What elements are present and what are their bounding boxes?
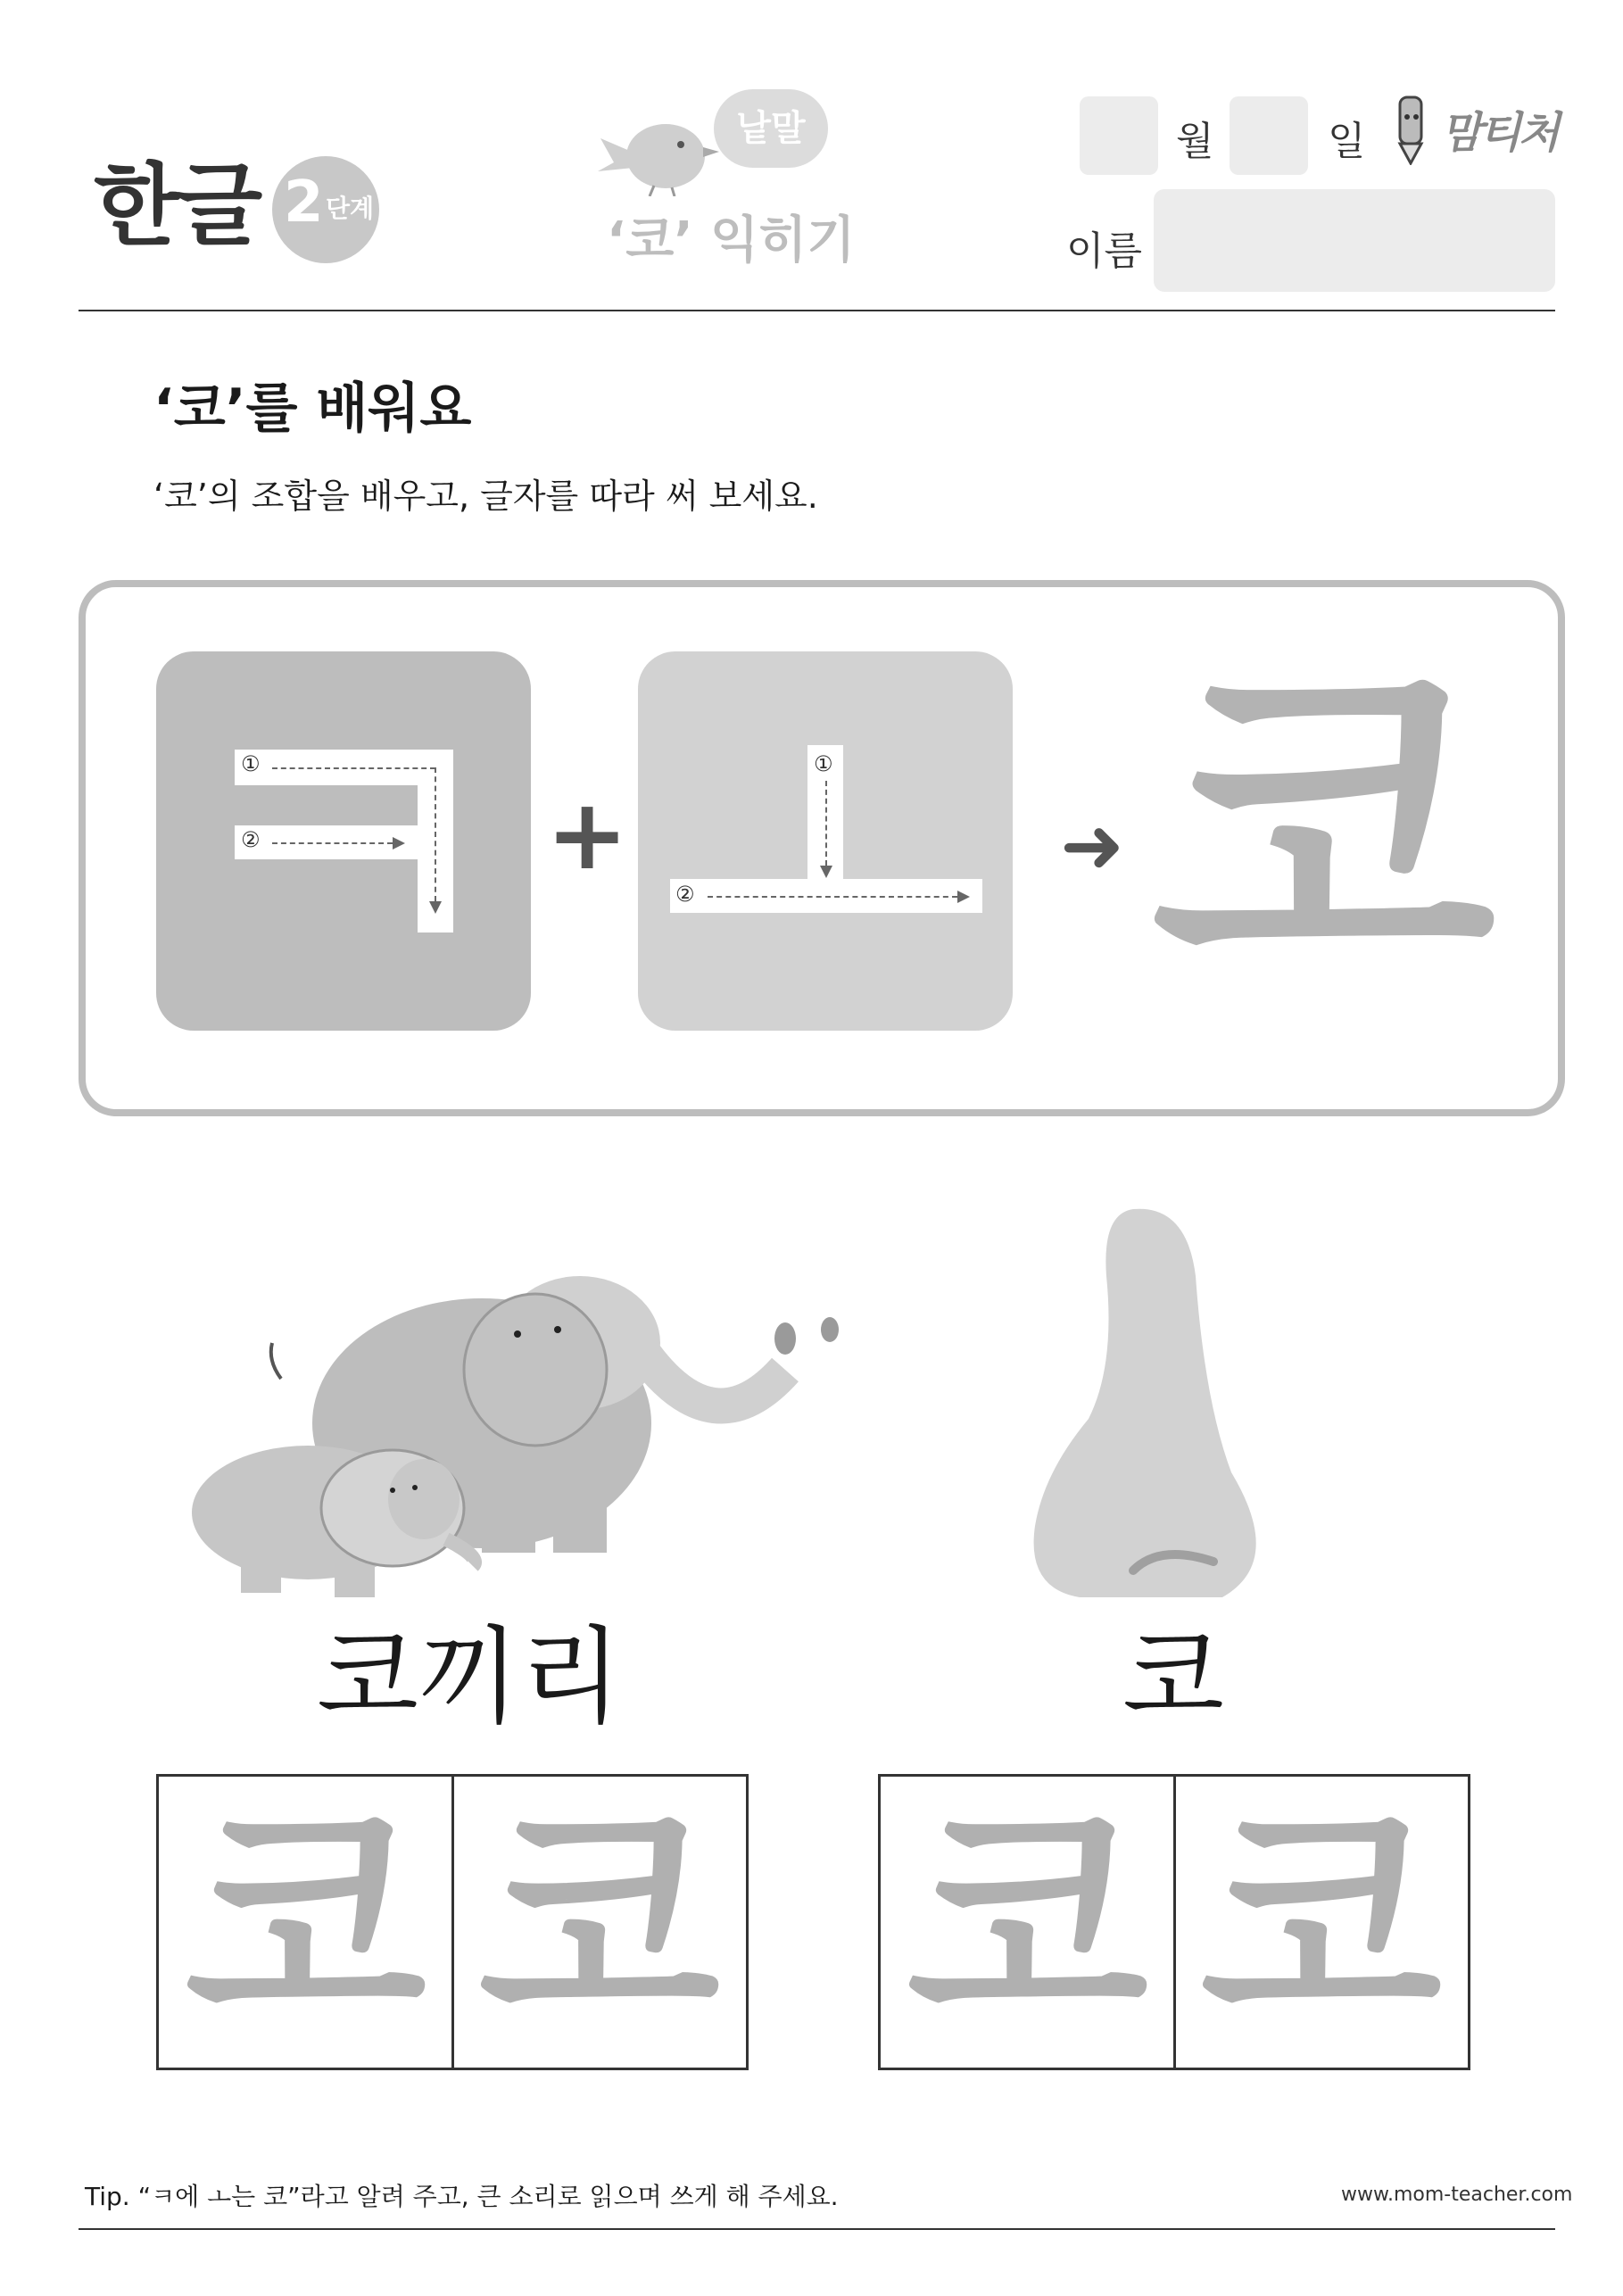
day-field[interactable] <box>1230 96 1308 175</box>
website-link[interactable]: www.mom-teacher.com <box>1341 2184 1573 2206</box>
teaching-tip: Tip. “ㅋ에 ㅗ는 코”라고 알려 주고, 큰 소리로 읽으며 쓰게 해 주세요. <box>85 2182 839 2211</box>
stroke-guide-line <box>272 842 393 844</box>
writing-grid <box>156 1774 749 2070</box>
footer-divider <box>79 2228 1555 2230</box>
stroke-arrow-icon <box>957 891 970 903</box>
lesson-heading: ‘코’를 배워요 <box>153 377 472 440</box>
step-one-marker: ① <box>814 751 833 776</box>
practice-word: 코 <box>1122 1615 1224 1738</box>
writing-grid <box>878 1774 1470 2070</box>
step-one-marker: ① <box>241 751 261 776</box>
step-two-marker: ② <box>675 882 695 907</box>
day-label: 일 <box>1328 119 1366 164</box>
vowel-tile <box>638 651 1013 1031</box>
pencil-mascot-icon <box>1387 94 1434 165</box>
elephant-illustration <box>178 1245 857 1602</box>
consonant-tile <box>156 651 531 1031</box>
plus-sign: + <box>546 777 629 891</box>
practice-word: 코끼리 <box>317 1615 622 1738</box>
name-field[interactable] <box>1154 189 1555 292</box>
stroke-guide-line <box>435 767 436 901</box>
word-type-badge: 낱말 <box>714 89 828 168</box>
stroke-arrow-icon <box>820 866 832 878</box>
step-two-marker: ② <box>241 827 261 852</box>
trace-cell[interactable]: 코 <box>907 1777 1148 2068</box>
stroke-guide-line <box>825 781 827 866</box>
month-label: 월 <box>1176 119 1214 164</box>
lesson-instruction: ‘코’의 조합을 배우고, 글자를 따라 써 보세요. <box>153 477 818 516</box>
lesson-title: ‘코’ 익히기 <box>607 211 856 269</box>
month-field[interactable] <box>1080 96 1158 175</box>
stroke-guide-line <box>272 767 435 769</box>
series-logo: 한글 <box>94 153 260 258</box>
stroke-guide-line <box>708 896 957 898</box>
arrow-right-icon: ➜ <box>1060 801 1125 891</box>
trace-cell[interactable]: 코 <box>478 1777 720 2068</box>
header-divider <box>79 310 1555 311</box>
level-number: 2 <box>284 170 324 236</box>
trace-cell[interactable]: 코 <box>185 1777 426 2068</box>
name-label: 이름 <box>1066 228 1143 274</box>
trace-cell[interactable]: 코 <box>1200 1777 1442 2068</box>
brand-logo: 맘티처 <box>1441 108 1558 158</box>
level-unit: 단계 <box>326 194 375 223</box>
nose-illustration <box>1026 1205 1294 1602</box>
stroke-arrow-icon <box>393 837 405 850</box>
result-syllable: 코 <box>1151 622 1496 1037</box>
bird-icon <box>596 107 721 196</box>
stroke-arrow-icon <box>429 901 442 914</box>
